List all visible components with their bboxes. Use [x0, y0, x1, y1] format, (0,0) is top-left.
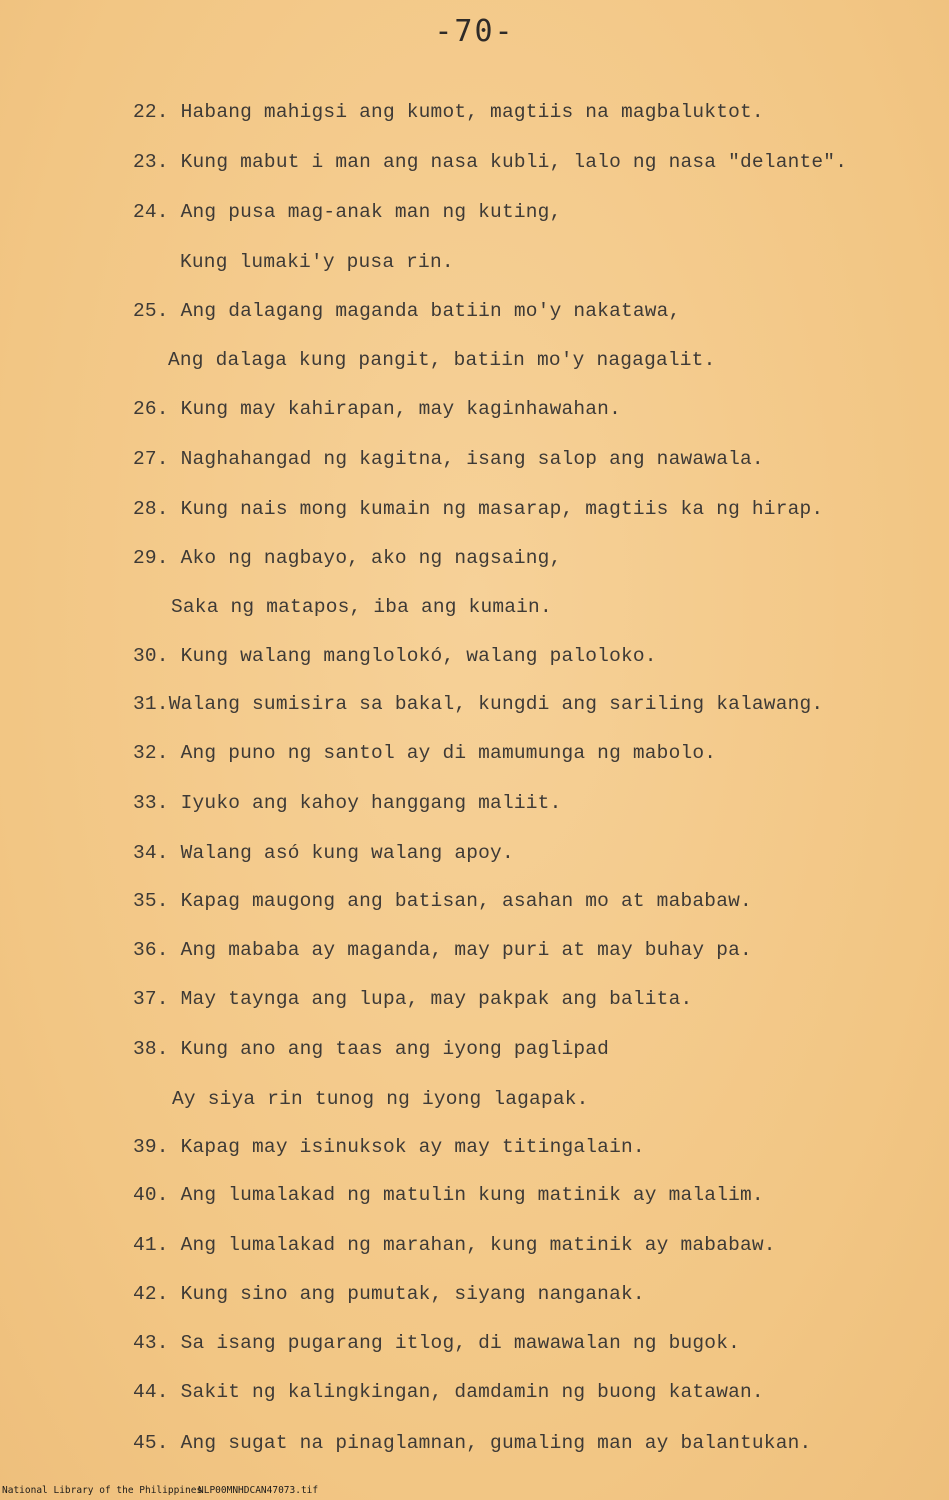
proverb-line: 23. Kung mabut i man ang nasa kubli, lalo ng nasa "delante".	[133, 151, 848, 173]
proverb-line: 36. Ang mababa ay maganda, may puri at may buhay pa.	[133, 939, 752, 961]
proverb-line: 41. Ang lumalakad ng marahan, kung matinik ay mababaw.	[133, 1234, 776, 1256]
proverb-line: 25. Ang dalagang maganda batiin mo'y nakatawa,	[133, 300, 681, 322]
proverb-line: 24. Ang pusa mag-anak man ng kuting,	[133, 201, 562, 223]
proverb-line: 39. Kapag may isinuksok ay may titingalain.	[133, 1136, 645, 1158]
proverb-line: 22. Habang mahigsi ang kumot, magtiis na magbaluktot.	[133, 101, 764, 123]
proverb-line: 27. Naghahangad ng kagitna, isang salop ang nawawala.	[133, 448, 764, 470]
page-number: -70-	[434, 14, 515, 49]
proverb-line: 37. May taynga ang lupa, may pakpak ang balita.	[133, 988, 693, 1010]
proverb-line: 30. Kung walang manglolokó, walang paloloko.	[133, 645, 657, 667]
file-name: NLP00MNHDCAN47073.tif	[198, 1485, 319, 1496]
proverb-line: Ang dalaga kung pangit, batiin mo'y nagagalit.	[168, 349, 716, 371]
proverb-line: Kung lumaki'y pusa rin.	[180, 251, 454, 273]
proverb-line: 32. Ang puno ng santol ay di mamumunga ng mabolo.	[133, 742, 717, 764]
proverb-line: 34. Walang asó kung walang apoy.	[133, 842, 514, 864]
proverb-line: 29. Ako ng nagbayo, ako ng nagsaing,	[133, 547, 562, 569]
proverb-line: 38. Kung ano ang taas ang iyong paglipad	[133, 1038, 610, 1060]
proverb-line: 44. Sakit ng kalingkingan, damdamin ng buong katawan.	[133, 1381, 764, 1403]
proverb-line: 28. Kung nais mong kumain ng masarap, magtiis ka ng hirap.	[133, 498, 824, 520]
proverb-line: 33. Iyuko ang kahoy hanggang maliit.	[133, 792, 562, 814]
proverb-line: 45. Ang sugat na pinaglamnan, gumaling man ay balantukan.	[133, 1432, 812, 1454]
proverb-line: Ay siya rin tunog ng iyong lagapak.	[172, 1088, 589, 1110]
library-credit: National Library of the Philippines	[2, 1485, 203, 1496]
scan-footer	[0, 1484, 949, 1498]
proverb-line: Saka ng matapos, iba ang kumain.	[171, 596, 552, 618]
proverb-line: 40. Ang lumalakad ng matulin kung matinik ay malalim.	[133, 1184, 764, 1206]
proverb-line: 35. Kapag maugong ang batisan, asahan mo at mababaw.	[133, 890, 752, 912]
proverb-line: 26. Kung may kahirapan, may kaginhawahan.	[133, 398, 621, 420]
proverb-line: 43. Sa isang pugarang itlog, di mawawalan ng bugok.	[133, 1332, 740, 1354]
proverb-line: 42. Kung sino ang pumutak, siyang nanganak.	[133, 1283, 645, 1305]
proverb-line: 31.Walang sumisira sa bakal, kungdi ang sariling kalawang.	[133, 693, 824, 715]
